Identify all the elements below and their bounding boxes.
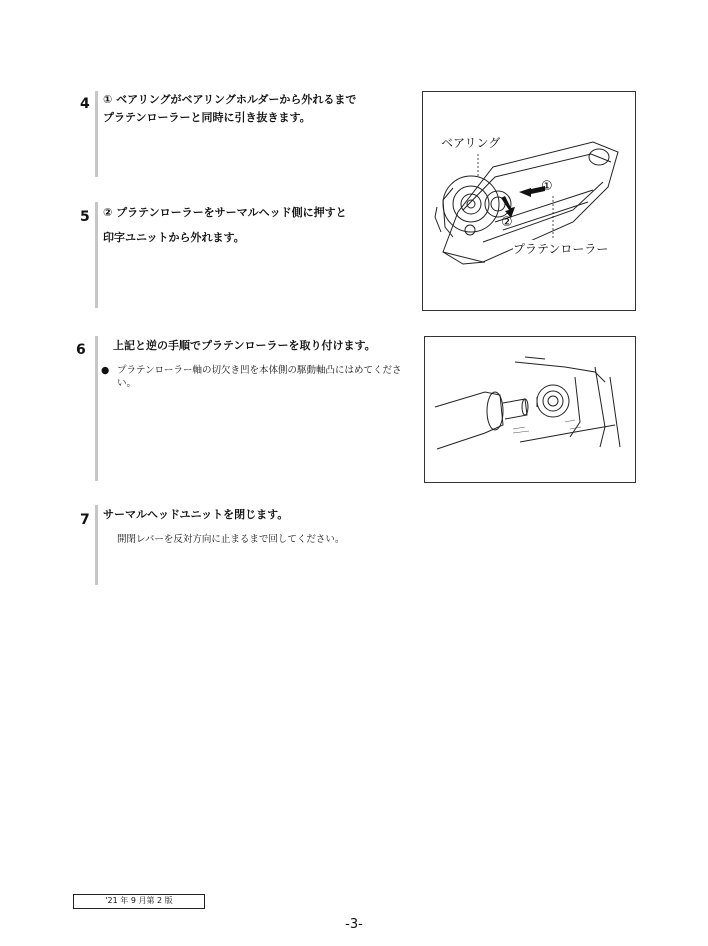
roller-install-drawing [425, 337, 635, 482]
step-6-number: 6 [76, 342, 86, 358]
step-7-number: 7 [80, 512, 90, 528]
step-6-note-bullet: ● [101, 365, 110, 376]
step-4-number: 4 [80, 96, 90, 112]
bearing-label: ベアリング [441, 136, 501, 150]
step-5-number: 5 [80, 209, 90, 225]
platen-roller-label: プラテンローラー [513, 242, 609, 256]
step-6-bar [95, 336, 98, 481]
bearing-removal-figure [422, 91, 636, 311]
step-4-line-1: ① ベアリングがベアリングホルダーから外れるまで [103, 93, 357, 106]
step-6-note: プラテンローラー軸の切欠き凹を本体側の駆動軸凸にはめてください。 [117, 365, 402, 389]
edition-label: '21 年 9 月第 2 版 [105, 896, 173, 905]
step-7-line-1: サーマルヘッドユニットを閉じます。 [103, 508, 289, 521]
step-7-note: 開閉レバーを反対方向に止まるまで回してください。 [117, 534, 345, 545]
page-number: -3- [345, 917, 363, 932]
marker-1-label: ① [541, 179, 553, 194]
marker-2-label: ② [501, 215, 513, 230]
bearing-removal-drawing [423, 92, 635, 310]
roller-install-figure [424, 336, 636, 483]
step-5-line-1: ② プラテンローラーをサーマルヘッド側に押すと [103, 206, 347, 219]
step-5-bar [95, 202, 98, 308]
step-7-bar [95, 505, 98, 585]
step-6-line-1: 上記と逆の手順でプラテンローラーを取り付けます。 [113, 339, 376, 352]
step-4-bar [95, 91, 98, 177]
step-5-line-2: 印字ユニットから外れます。 [103, 231, 245, 244]
step-4-line-2: プラテンローラーと同時に引き抜きます。 [103, 111, 311, 124]
